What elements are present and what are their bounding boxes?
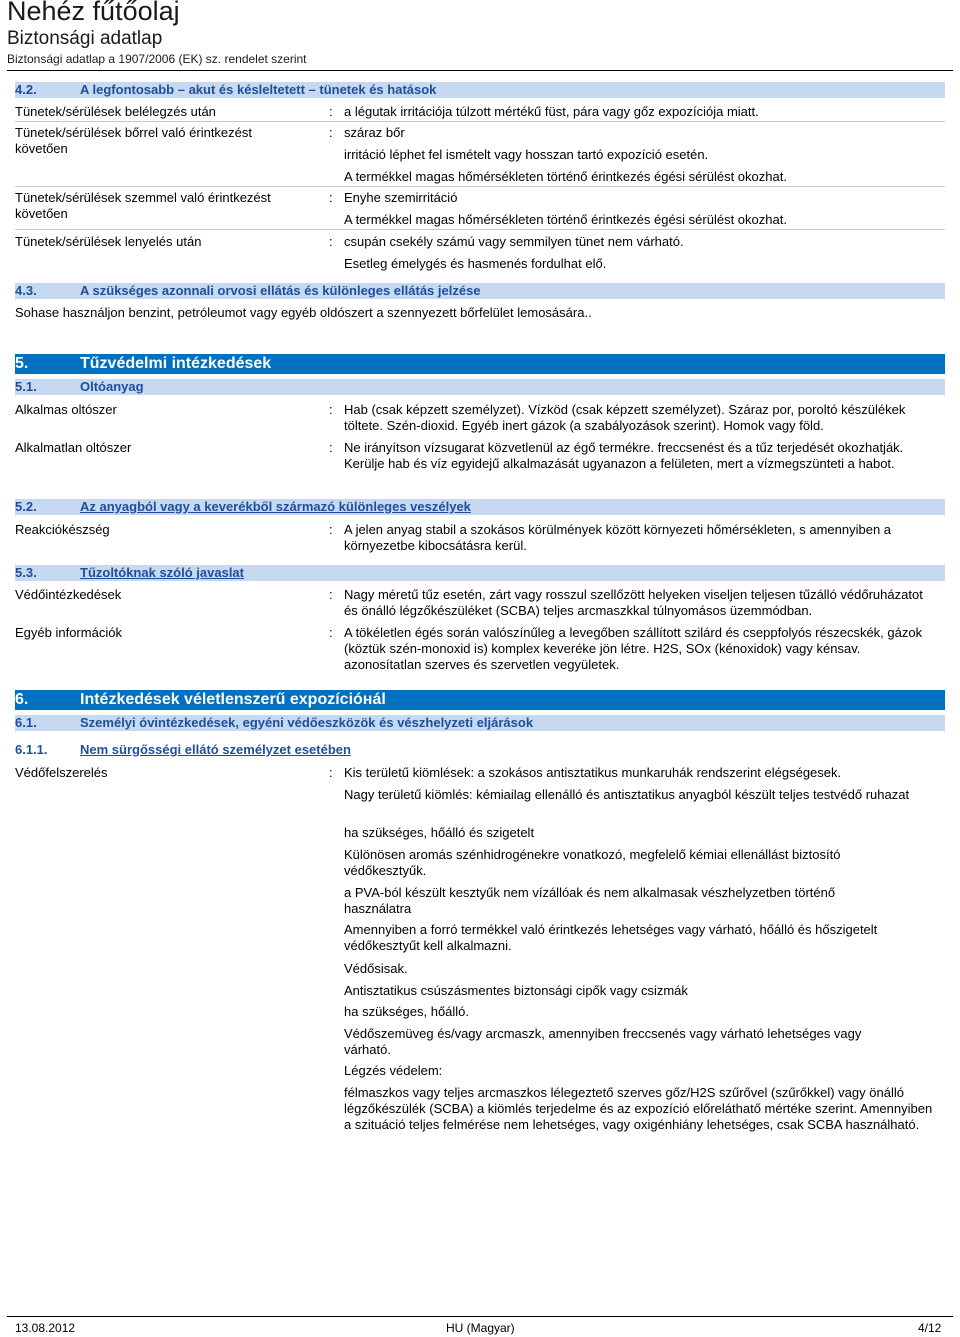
row-label-reactivity: Reakciókészség (15, 522, 110, 537)
colon: : (329, 234, 333, 249)
colon: : (329, 765, 333, 780)
section-title: Az anyagból vagy a keverékből származó különleges veszélyek (80, 499, 471, 514)
section-title: A szükséges azonnali orvosi ellátás és különleges ellátás jelzése (80, 283, 481, 298)
section-6-1-header (15, 715, 945, 731)
colon: : (329, 522, 333, 537)
section-6-1-1-header (15, 742, 945, 758)
row-value-other-info: A tökéletlen égés során valószínűleg a levegőben szállított szilárd és cseppfolyós részecskék, gázok (köztük szén-monoxid is) komplex keveréke jön létre. H2S, SOx (kénoxidok) vagy kénsav. azonosítatlan szerves és szervetlen vegyületek. (344, 625, 923, 672)
ppe-item: Légzés védelem: (344, 1063, 443, 1078)
section-4-3-text: Sohase használjon benzint, petróleumot vagy egyéb oldószert a szennyezett bőrfelület lemosására.. (15, 305, 592, 320)
row-label-inhalation: Tünetek/sérülések belélegzés után (15, 104, 216, 119)
section-5-1-header (15, 379, 945, 395)
header-divider (7, 70, 953, 71)
section-title: Személyi óvintézkedések, egyéni védőeszközök és vészhelyzeti eljárások (80, 715, 534, 730)
footer-page-number: 4/12 (918, 1321, 942, 1335)
section-title: Tűzoltóknak szóló javaslat (80, 565, 244, 580)
section-5-3-header (15, 565, 945, 581)
section-title: Tűzvédelmi intézkedések (80, 355, 272, 372)
ppe-item: Antisztatikus csúszásmentes biztonsági cipők vagy csizmák (344, 983, 688, 998)
colon: : (329, 104, 333, 119)
row-label-eye: Tünetek/sérülések szemmel való érintkezést követően (15, 190, 271, 221)
section-number: 5.3. (15, 565, 37, 580)
ppe-item: Kis területű kiömlések: a szokásos antisztatikus munkaruhák rendszerint elégségesek. (344, 765, 842, 780)
ppe-item: félmaszkos vagy teljes arcmaszkos lélegeztető szerves gőz/H2S szűrővel (szűrőkkel) vagy önálló légzőkészülék (SCBA) a kiömlés terjedelme és az expozíció előreláthatő mértéke szerint. Amennyiben a szituáció teljes felmérése nem lehetséges, vagy oxigénhiány lehetséges, csak SCBA használható. (344, 1085, 933, 1132)
section-number: 5. (15, 355, 29, 372)
row-value-ingestion-2: Esetleg émelygés és hasmenés fordulhat elő. (344, 256, 607, 271)
footer-divider (7, 1316, 953, 1317)
section-title: Intézkedések véletlenszerű expozícióнál (80, 691, 386, 708)
section-title: Oltóanyag (80, 379, 144, 394)
section-number: 4.2. (15, 82, 37, 97)
section-number: 6.1. (15, 715, 37, 730)
ppe-item: Védősisak. (344, 961, 408, 976)
ppe-item: ha szükséges, hőálló. (344, 1004, 470, 1019)
row-value-skin-1: száraz bőr (344, 125, 405, 140)
ppe-item: Különösen aromás szénhidrogénekre vonatkozó, megfelelő kémiai ellenállást biztosító védőkesztyűk. (344, 847, 841, 878)
ppe-item: a PVA-ból készült kesztyűk nem vízállóak és nem alkalmasak vészhelyzetben történő használatra (344, 885, 836, 916)
row-value-eye-2: A termékkel magas hőmérsékleten történő érintkezés égési sérülést okozhat. (344, 212, 787, 227)
section-number: 5.2. (15, 499, 37, 514)
section-4-2-header (15, 82, 945, 98)
section-title: A legfontosabb – akut és késleltetett – tünetek és hatások (80, 82, 437, 97)
row-value-eye-1: Enyhe szemirritáció (344, 190, 458, 205)
row-value-protective-measures: Nagy méretű tűz esetén, zárt vagy rosszul szellőzött helyeken viseljen teljesen tűzálló védőruházatot és önálló légzőkészüléket (SCBA) teljes arcmaszkkal túlnyomásos üzemmódban. (344, 587, 923, 618)
row-value-reactivity: A jelen anyag stabil a szokásos körülmények között környezeti hőmérsékleten, s amennyiben a környezetbe kibocsátásra kerül. (344, 522, 892, 553)
section-title: Nem sürgősségi ellátó személyzet esetében (80, 742, 351, 757)
row-divider (15, 121, 945, 122)
ppe-item: Amennyiben a forró termékkel való érintkezés lehetséges vagy várható, hőálló és hőszigetelt védőkesztyűt kell alkalmazni. (344, 922, 878, 953)
document-subtitle: Biztonsági adatlap (7, 28, 163, 49)
section-number: 5.1. (15, 379, 37, 394)
row-value-inhalation: a légutak irritációja túlzott mértékű füst, pára vagy gőz expozíciója miatt. (344, 104, 759, 119)
row-value-skin-3: A termékkel magas hőmérsékleten történő érintkezés égési sérülést okozhat. (344, 169, 787, 184)
colon: : (329, 125, 333, 140)
row-divider (15, 229, 945, 230)
row-label-suitable-media: Alkalmas oltószer (15, 402, 117, 417)
row-value-unsuitable-media: Ne irányítson vízsugarat közvetlenül az égő termékre. freccsenést és a tűz terjedését okozhatják. Kerülje hab és víz egyidejű alkalmazását ugyanazon a felületen, mert a vízmegszünteti a habot. (344, 440, 904, 471)
section-number: 6. (15, 691, 29, 708)
row-value-suitable-media: Hab (csak képzett személyzet). Vízköd (csak képzett személyzet). Száraz por, poroltó készülékek töltete. Szén-dioxid. Egyéb inert gázok (a szabályozások szerint). Homok vagy föld. (344, 402, 906, 433)
colon: : (329, 587, 333, 602)
section-5-2-header (15, 499, 945, 515)
row-label-ingestion: Tünetek/sérülések lenyelés után (15, 234, 202, 249)
ppe-item: ha szükséges, hőálló és szigetelt (344, 825, 535, 840)
colon: : (329, 440, 333, 455)
row-label-unsuitable-media: Alkalmatlan oltószer (15, 440, 132, 455)
ppe-item: Védőszemüveg és/vagy arcmaszk, amennyiben freccsenés vagy várható lehetséges vagy várható. (344, 1026, 862, 1057)
section-4-3-header (15, 283, 945, 299)
ppe-item: Nagy területű kiömlés: kémiailag ellenálló és antisztatikus anyagból készült teljes testvédő ruhazat (344, 787, 910, 802)
row-label-other-info: Egyéb információk (15, 625, 122, 640)
document-title: Nehéz fűtőolaj (7, 0, 180, 26)
row-value-skin-2: irritáció léphet fel ismételt vagy hosszan tartó expozíció esetén. (344, 147, 709, 162)
colon: : (329, 625, 333, 640)
section-number: 6.1.1. (15, 742, 48, 757)
row-divider (15, 186, 945, 187)
regulation-note: Biztonsági adatlap a 1907/2006 (EK) sz. rendelet szerint (7, 52, 307, 66)
colon: : (329, 402, 333, 417)
footer-date: 13.08.2012 (15, 1321, 76, 1335)
row-label-protective-equipment: Védőfelszerelés (15, 765, 108, 780)
section-6-header (15, 690, 945, 710)
footer-language: HU (Magyar) (446, 1321, 515, 1335)
section-5-header (15, 354, 945, 374)
section-number: 4.3. (15, 283, 37, 298)
row-value-ingestion-1: csupán csekély számú vagy semmilyen tünet nem várható. (344, 234, 684, 249)
row-label-protective-measures: Védőintézkedések (15, 587, 122, 602)
colon: : (329, 190, 333, 205)
row-label-skin: Tünetek/sérülések bőrrel való érintkezést követően (15, 125, 253, 156)
